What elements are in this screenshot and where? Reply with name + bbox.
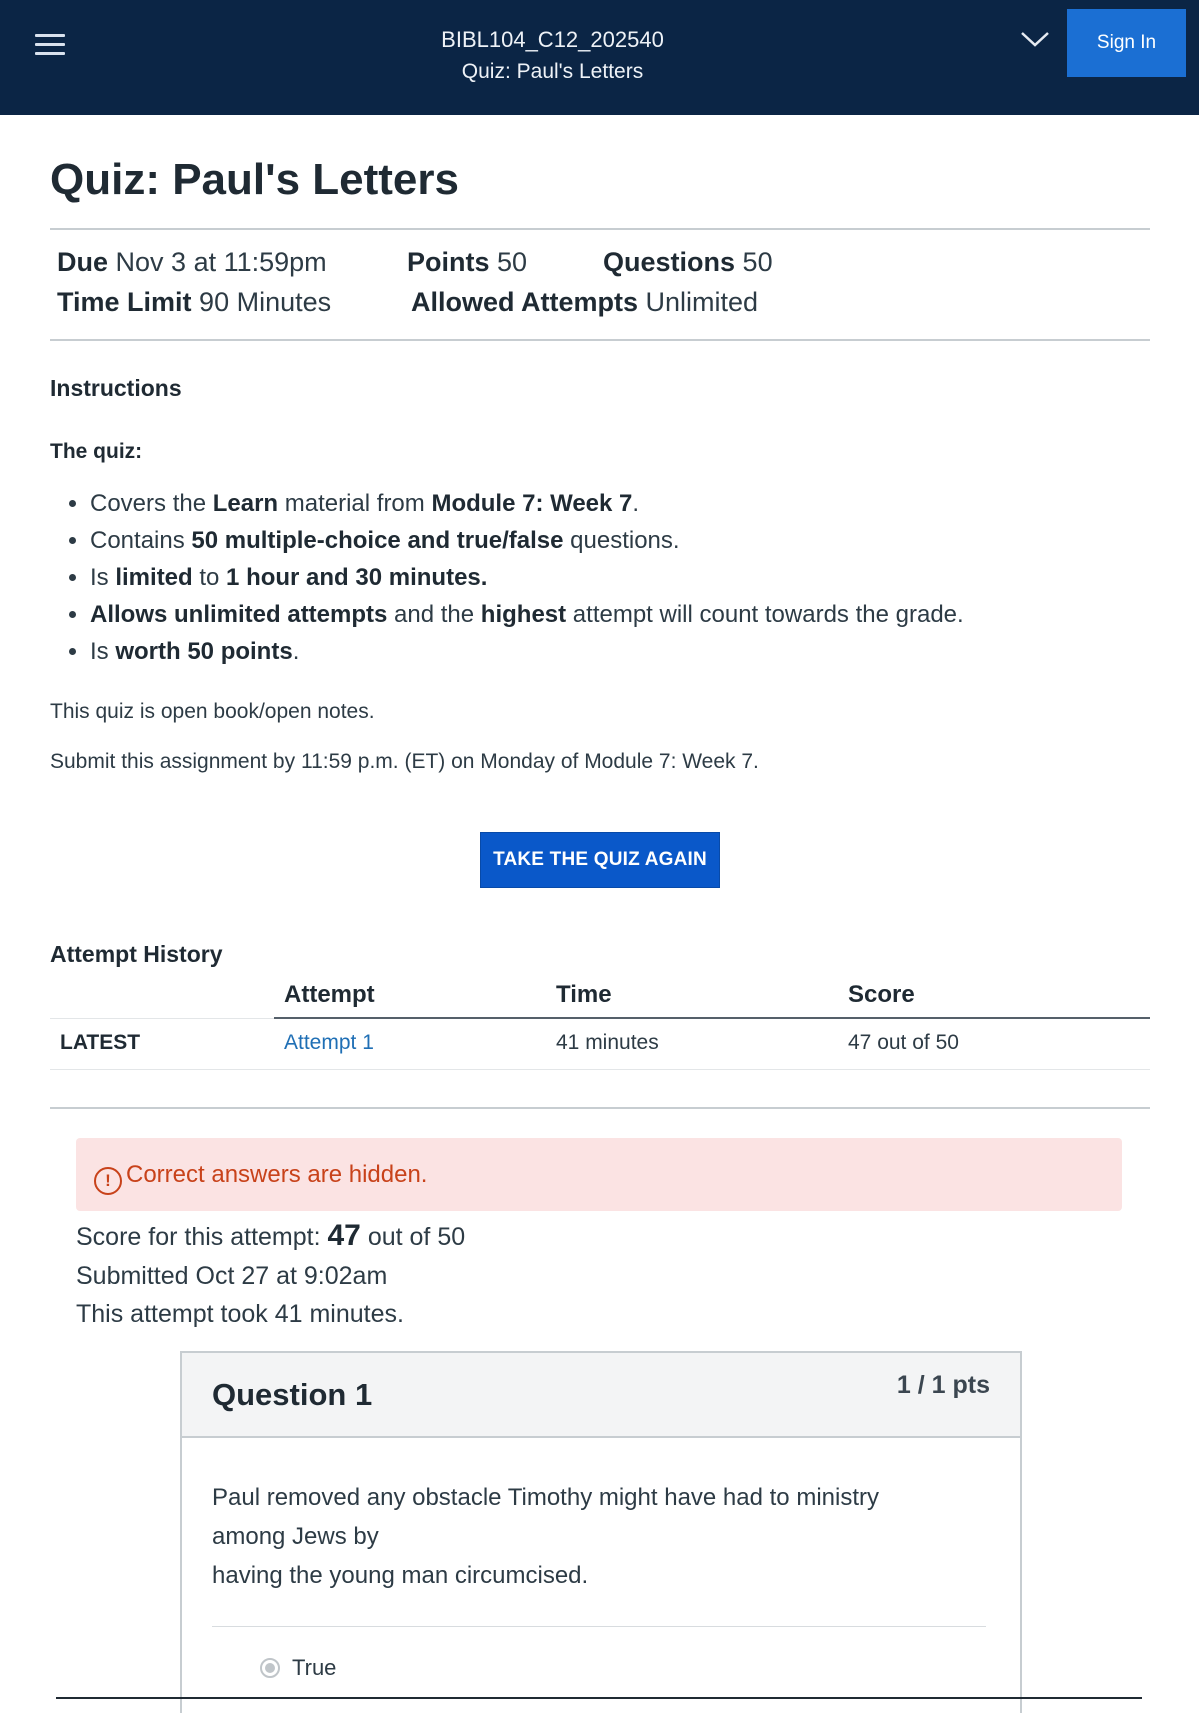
list-item: • Covers the Learn material from Module 7: Week 7. bbox=[90, 485, 964, 522]
divider bbox=[50, 228, 1150, 230]
divider bbox=[212, 1626, 986, 1627]
time-limit-detail bbox=[57, 287, 331, 318]
table-header-row bbox=[50, 977, 1150, 1018]
questions-detail bbox=[603, 247, 773, 278]
divider bbox=[50, 339, 1150, 341]
attempt-history-heading: Attempt History bbox=[50, 941, 223, 967]
chevron-down-icon[interactable] bbox=[1020, 28, 1050, 50]
exclamation-circle-icon: ! bbox=[94, 1167, 122, 1195]
table-header-blank bbox=[50, 977, 274, 1018]
hidden-answers-alert bbox=[76, 1138, 1122, 1211]
time-limit-value: 90 Minutes bbox=[199, 287, 332, 317]
submitted-time: Submitted Oct 27 at 9:02am bbox=[76, 1262, 388, 1290]
question-text: Paul removed any obstacle Timothy might have had to ministry among Jews by having the young man circumcised. bbox=[212, 1484, 879, 1589]
allowed-attempts-value: Unlimited bbox=[645, 287, 759, 317]
radio-button[interactable] bbox=[260, 1658, 280, 1678]
instructions-heading: Instructions bbox=[50, 375, 182, 401]
points-label: Points bbox=[407, 247, 490, 277]
list-item: • Contains 50 multiple-choice and true/false questions. bbox=[90, 522, 964, 559]
quiz-intro-label: The quiz: bbox=[50, 440, 143, 463]
attempt-cell bbox=[274, 1018, 546, 1070]
allowed-attempts-label: Allowed Attempts bbox=[411, 287, 639, 317]
attempt-duration: This attempt took 41 minutes. bbox=[76, 1300, 404, 1328]
attempt-history-table bbox=[50, 977, 1150, 1070]
top-navigation-bar bbox=[0, 0, 1199, 115]
list-item: • Allows unlimited attempts and the highest attempt will count towards the grade. bbox=[90, 596, 964, 633]
score-value: 47 bbox=[327, 1219, 361, 1252]
due-value: Nov 3 at 11:59pm bbox=[115, 247, 327, 277]
points-detail bbox=[407, 247, 527, 278]
table-row bbox=[50, 1018, 1150, 1070]
alert-text: Correct answers are hidden. bbox=[126, 1161, 428, 1188]
question-points: 1 / 1 pts bbox=[896, 1371, 990, 1399]
attempt-score: Score for this attempt: 47 out of 50 bbox=[76, 1219, 466, 1252]
column-header-time: Time bbox=[546, 977, 838, 1018]
question-card bbox=[180, 1351, 1022, 1713]
course-code: BIBL104_C12_202540 bbox=[441, 27, 664, 52]
sign-in-button[interactable]: Sign In bbox=[1067, 9, 1186, 77]
instructions-list bbox=[50, 485, 964, 670]
allowed-attempts-detail bbox=[411, 287, 758, 318]
questions-label: Questions bbox=[603, 247, 736, 277]
page-title: Quiz: Paul's Letters bbox=[50, 155, 459, 204]
take-quiz-again-button[interactable]: TAKE THE QUIZ AGAIN bbox=[480, 832, 720, 888]
list-item: • Is limited to 1 hour and 30 minutes. bbox=[90, 559, 964, 596]
course-header bbox=[0, 24, 1105, 88]
submission-note: Submit this assignment by 11:59 p.m. (ET) on Monday of Module 7: Week 7. bbox=[50, 750, 759, 773]
latest-tag: LATEST bbox=[50, 1018, 274, 1070]
due-detail bbox=[57, 247, 327, 278]
answer-option-true[interactable] bbox=[260, 1655, 336, 1681]
time-cell: 41 minutes bbox=[546, 1018, 838, 1070]
question-header bbox=[182, 1353, 1020, 1438]
due-label: Due bbox=[57, 247, 109, 277]
time-limit-label: Time Limit bbox=[57, 287, 192, 317]
attempt-link[interactable]: Attempt 1 bbox=[284, 1031, 374, 1054]
list-item: • Is worth 50 points. bbox=[90, 633, 964, 670]
column-header-attempt: Attempt bbox=[274, 977, 546, 1018]
column-header-score: Score bbox=[838, 977, 1150, 1018]
question-title: Question 1 bbox=[212, 1377, 373, 1412]
questions-value: 50 bbox=[742, 247, 773, 277]
open-book-note: This quiz is open book/open notes. bbox=[50, 700, 375, 723]
points-value: 50 bbox=[497, 247, 528, 277]
answer-label: True bbox=[292, 1655, 337, 1680]
score-cell: 47 out of 50 bbox=[838, 1018, 1150, 1070]
divider bbox=[50, 1107, 1150, 1109]
page-subtitle: Quiz: Paul's Letters bbox=[461, 60, 644, 83]
divider bbox=[56, 1697, 1142, 1699]
